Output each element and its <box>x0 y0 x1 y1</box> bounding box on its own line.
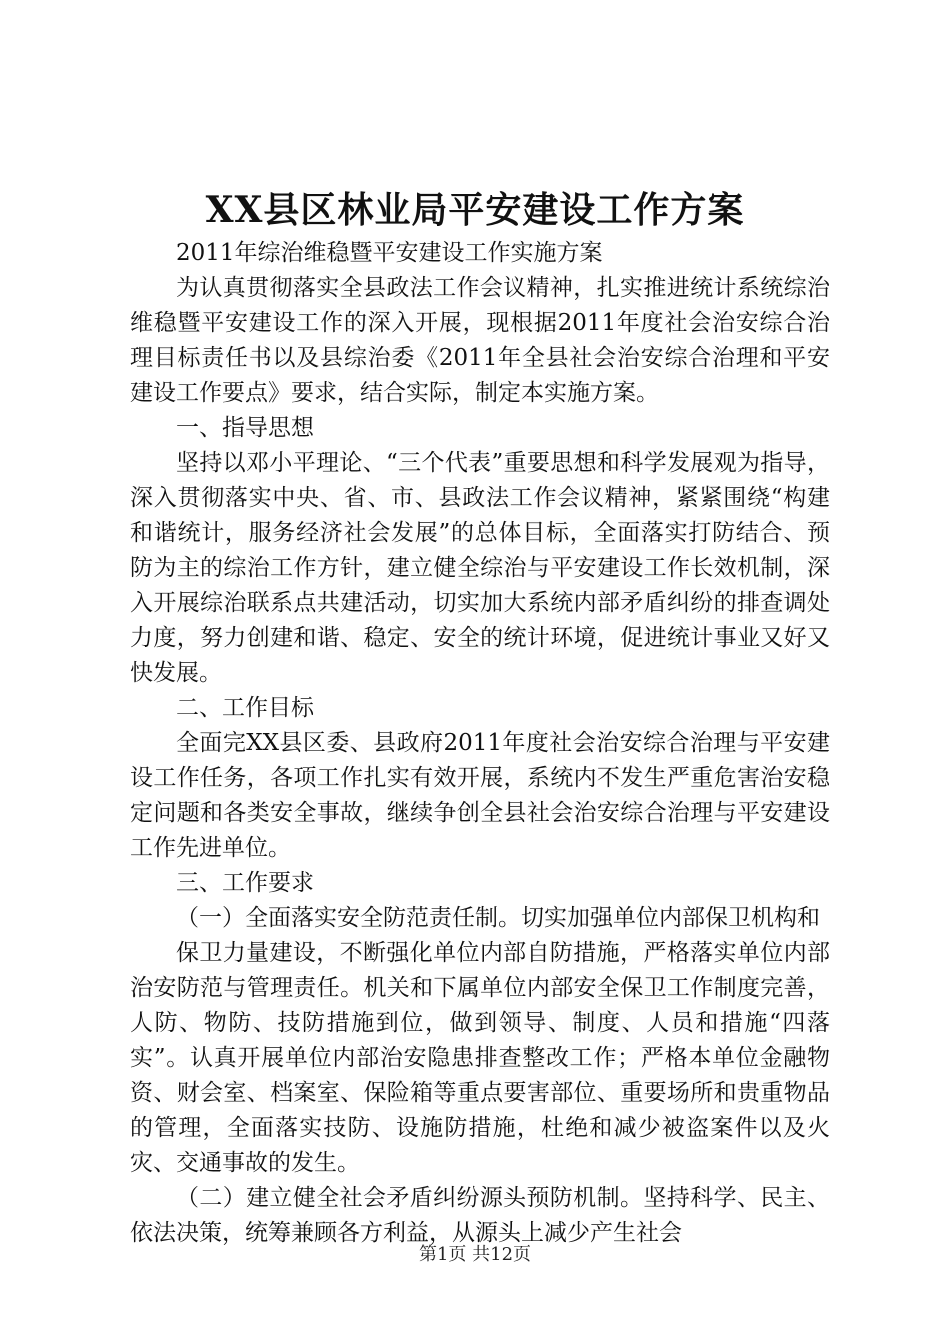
section-heading-work-goals: 二、工作目标 <box>176 695 314 721</box>
document-title: XX县区林业局平安建设工作方案 <box>205 189 745 231</box>
paragraph-guiding-thought: 坚持以邓小平理论、“三个代表”重要思想和科学发展观为指导，深入贯彻落实中央、省、市、县政法工作会议精神，紧紧围绕“构建和谐统计，服务经济社会发展”的总体目标，全面落实打防结合、预防为主的综治工作方针，建立健全综治与平安建设工作长效机制，深入开展综治联系点共建活动，切实加大系统内部矛盾纠纷的排查调处力度，努力创建和谐、稳定、安全的统计环境，促进统计事业又好又快发展。 <box>130 450 830 686</box>
section-heading-guiding-thought: 一、指导思想 <box>176 415 314 441</box>
requirement-2-text: （二）建立健全社会矛盾纠纷源头预防机制。坚持科学、民主、依法决策，统筹兼顾各方利益，从源头上减少产生社会 <box>130 1185 830 1246</box>
page-number-footer: 第1页 共12页 <box>418 1244 532 1265</box>
intro-paragraph: 为认真贯彻落实全县政法工作会议精神，扎实推进统计系统综治维稳暨平安建设工作的深入开展，现根据2011年度社会治安综合治理目标责任书以及县综治委《2011年全县社会治安综合治理和平安建设工作要点》要求，结合实际，制定本实施方案。 <box>130 275 830 406</box>
requirement-1-title: （一）全面落实安全防范责任制。切实加强单位内部保卫机构和 <box>176 905 820 931</box>
section-heading-work-requirements: 三、工作要求 <box>176 870 314 896</box>
paragraph-work-goals: 全面完XX县区委、县政府2011年度社会治安综合治理与平安建设工作任务，各项工作扎实有效开展，系统内不发生严重危害治安稳定问题和各类安全事故，继续争创全县社会治安综合治理与平安建设工作先进单位。 <box>130 730 830 861</box>
requirement-1-text: 保卫力量建设，不断强化单位内部自防措施，严格落实单位内部治安防范与管理责任。机关和下属单位内部安全保卫工作制度完善，人防、物防、技防措施到位，做到领导、制度、人员和措施“四落实”。认真开展单位内部治安隐患排查整改工作；严格本单位金融物资、财会室、档案室、保险箱等重点要害部位、重要场所和贵重物品的管理，全面落实技防、设施防措施，杜绝和减少被盗案件以及火灾、交通事故的发生。 <box>130 940 830 1176</box>
document-body <box>130 236 830 1251</box>
subtitle: 2011年综治维稳暨平安建设工作实施方案 <box>176 240 603 266</box>
